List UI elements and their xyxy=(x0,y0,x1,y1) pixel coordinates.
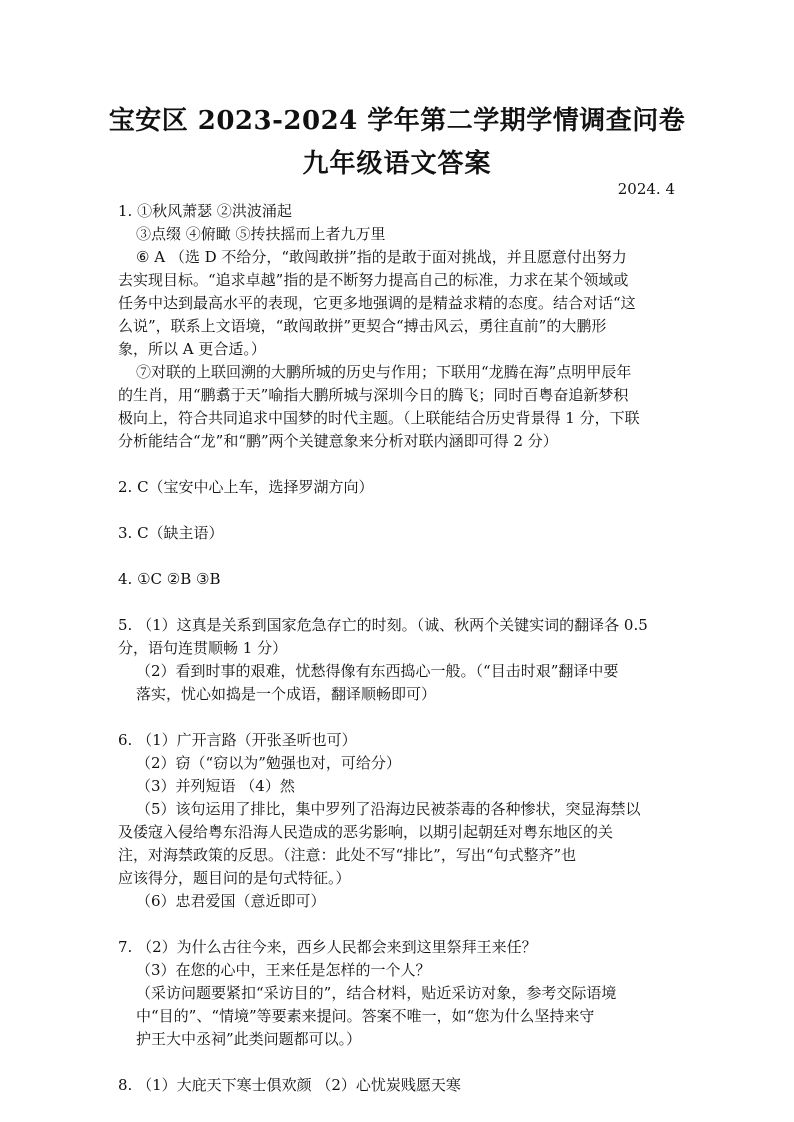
answer-line: ⑦对联的上联回溯的大鹏所城的历史与作用；下联用“龙腾在海”点明甲辰年 xyxy=(136,363,632,381)
answer-line: 任务中达到最高水平的表现，它更多地强调的是精益求精的态度。结合对话“这 xyxy=(118,294,636,312)
answer-q8 xyxy=(118,1074,680,1097)
answer-body xyxy=(118,200,680,1097)
answer-line: （6）忠君爱国（意近即可） xyxy=(136,892,326,910)
answer-line: （2）窃（“窃以为”勉强也对，可给分） xyxy=(136,754,401,772)
answer-line: 的生肖，用“鹏翥于天”喻指大鹏所城与深圳今日的腾飞；同时百粤奋追新梦积 xyxy=(118,386,629,404)
answer-line: （5）该句运用了排比，集中罗列了沿海边民被荼毒的各种惨状，突显海禁以 xyxy=(136,800,641,818)
answer-line: （3）并列短语 （4）然 xyxy=(136,777,295,795)
answer-line: 4. ①C ②B ③B xyxy=(118,570,221,588)
answer-line: 1. ①秋风萧瑟 ②洪波涌起 xyxy=(118,202,292,220)
answer-q7 xyxy=(118,936,680,1051)
answer-line: ③点缀 ④俯瞰 ⑤抟扶摇而上者九万里 xyxy=(136,225,386,243)
answer-line: 应该得分，题目问的是句式特征。） xyxy=(118,869,351,887)
answer-line: 么说”，联系上文语境，“敢闯敢拼”更契合“搏击风云，勇往直前”的大鹏形 xyxy=(118,317,607,335)
answer-line: 极向上，符合共同追求中国梦的时代主题。（上联能结合历史背景得 1 分，下联 xyxy=(118,409,640,427)
answer-line: 落实，忧心如捣是一个成语，翻译顺畅即可） xyxy=(136,685,437,703)
answer-q5 xyxy=(118,614,680,706)
answer-q6 xyxy=(118,729,680,913)
answer-line: 中“目的”、“情境”等要素来提问。答案不唯一，如“您为什么坚持来守 xyxy=(136,1007,595,1025)
answer-line: 去实现目标。“追求卓越”指的是不断努力提高自己的标准，力求在某个领域或 xyxy=(118,271,629,289)
answer-q1 xyxy=(118,200,680,453)
document-date: 2024. 4 xyxy=(617,180,675,198)
answer-q4 xyxy=(118,568,680,591)
document-title: 宝安区 2023-2024 学年第二学期学情调查问卷 xyxy=(108,106,686,136)
answer-line: ⑥ A （选 D 不给分，“敢闯敢拼”指的是敢于面对挑战，并且愿意付出努力 xyxy=(136,248,627,266)
answer-line: 8. （1）大庇天下寒士俱欢颜 （2）心忧炭贱愿天寒 xyxy=(118,1076,461,1094)
answer-line: 3. C（缺主语） xyxy=(118,524,224,542)
answer-q3 xyxy=(118,522,680,545)
answer-line: 及倭寇入侵给粤东沿海人民造成的恶劣影响，以期引起朝廷对粤东地区的关 xyxy=(118,823,614,841)
answer-line: 分，语句连贯顺畅 1 分） xyxy=(118,639,288,657)
answer-line: 6. （1）广开言路（开张圣听也可） xyxy=(118,731,357,749)
answer-line: 注，对海禁政策的反思。（注意：此处不写“排比”，写出“句式整齐”也 xyxy=(118,846,577,864)
answer-line: 护王大中丞祠”此类问题都可以。） xyxy=(136,1030,362,1048)
answer-line: 7. （2）为什么古往今来，西乡人民都会来到这里祭拜王来任？ xyxy=(118,938,537,956)
answer-line: 5. （1）这真是关系到国家危急存亡的时刻。（诚、秋两个关键实词的翻译各 0.5 xyxy=(118,616,648,634)
answer-q2 xyxy=(118,476,680,499)
answer-line: 2. C（宝安中心上车，选择罗湖方向） xyxy=(118,478,374,496)
answer-line: 分析能结合“龙”和“鹏”两个关键意象来分析对联内涵即可得 2 分） xyxy=(118,432,558,450)
answer-line: （采访问题要紧扣“采访目的”，结合材料，贴近采访对象，参考交际语境 xyxy=(136,984,617,1002)
answer-line: 象，所以 A 更合适。） xyxy=(118,340,266,358)
answer-line: （2）看到时事的艰难，忧愁得像有东西捣心一般。（“目击时艰”翻译中要 xyxy=(136,662,619,680)
document-subtitle: 九年级语文答案 xyxy=(302,149,492,179)
answer-line: （3）在您的心中，王来任是怎样的一个人？ xyxy=(136,961,431,979)
